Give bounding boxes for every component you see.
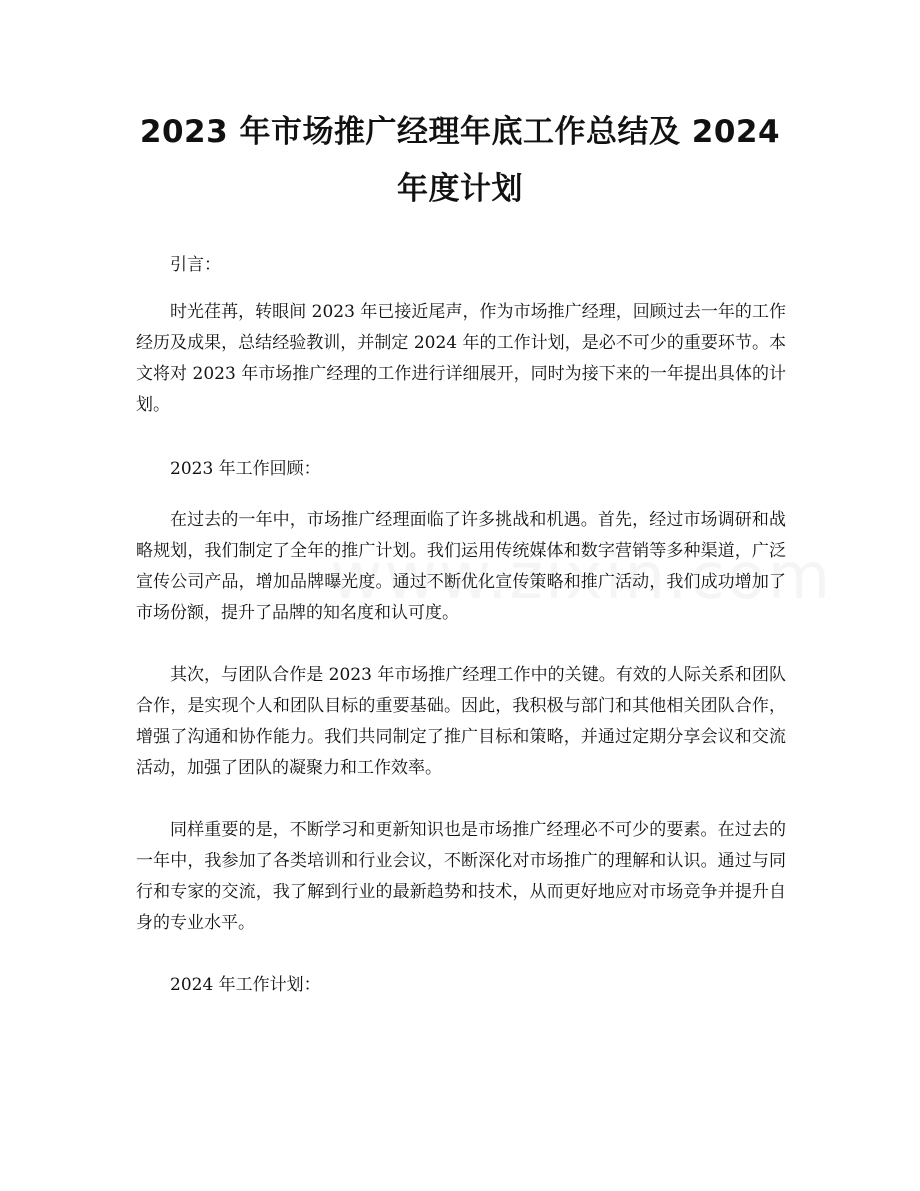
- title-line-1: 2023 年市场推广经理年底工作总结及 2024: [139, 114, 781, 150]
- page-title: [100, 104, 820, 218]
- title-line-2: 年度计划: [397, 171, 523, 207]
- intro-heading: 引言：: [170, 255, 221, 275]
- review-heading: 2023 年工作回顾：: [170, 459, 321, 479]
- review-paragraph-2: 其次，与团队合作是 2023 年市场推广经理工作中的关键。有效的人际关系和团队合作，是实现个人和团队目标的重要基础。因此，我积极与部门和其他相关团队合作，增强了沟通和协作能力。我们共同制定了推广目标和策略，并通过定期分享会议和交流活动，加强了团队的凝聚力和工作效率。: [136, 665, 786, 778]
- intro-paragraph: 时光荏苒，转眼间 2023 年已接近尾声，作为市场推广经理，回顾过去一年的工作经历及成果，总结经验教训，并制定 2024 年的工作计划，是必不可少的重要环节。本文将对 2023 年市场推广经理的工作进行详细展开，同时为接下来的一年提出具体的计划。: [136, 302, 786, 415]
- plan-heading: 2024 年工作计划：: [170, 975, 321, 995]
- review-paragraph-3: 同样重要的是，不断学习和更新知识也是市场推广经理必不可少的要素。在过去的一年中，我参加了各类培训和行业会议，不断深化对市场推广的理解和认识。通过与同行和专家的交流，我了解到行业的最新趋势和技术，从而更好地应对市场竞争并提升自身的专业水平。: [136, 820, 786, 933]
- review-paragraph-1: 在过去的一年中，市场推广经理面临了许多挑战和机遇。首先，经过市场调研和战略规划，我们制定了全年的推广计划。我们运用传统媒体和数字营销等多种渠道，广泛宣传公司产品，增加品牌曝光度。通过不断优化宣传策略和推广活动，我们成功增加了市场份额，提升了品牌的知名度和认可度。: [136, 510, 786, 623]
